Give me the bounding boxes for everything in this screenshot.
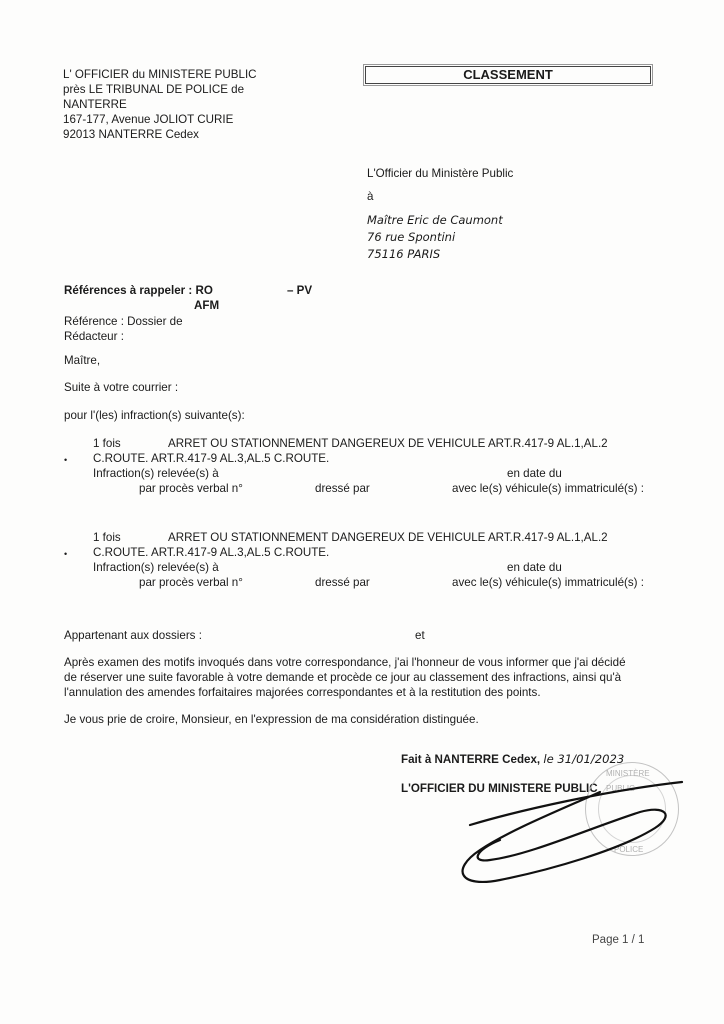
sender-line: 167-177, Avenue JOLIOT CURIE: [63, 113, 234, 126]
handwritten-signature: [440, 770, 690, 900]
redacteur-label: Rédacteur :: [64, 330, 124, 343]
infraction-dresse: dressé par: [315, 576, 370, 589]
salutation: Maître,: [64, 354, 101, 367]
sender-line: NANTERRE: [63, 98, 127, 111]
sender-line: 92013 NANTERRE Cedex: [63, 128, 199, 141]
recipient-to-word: à: [367, 190, 374, 203]
appartenant-label: Appartenant aux dossiers :: [64, 629, 202, 642]
stamp-text-bottom: POLICE: [614, 845, 644, 854]
infraction-relevee: Infraction(s) relevée(s) à: [93, 561, 219, 574]
stamp-text-top: MINISTÈRE PUBLIC: [606, 769, 650, 793]
infraction-dresse: dressé par: [315, 482, 370, 495]
recipient-street: 76 rue Spontini: [367, 230, 456, 244]
closing-formula: Je vous prie de croire, Monsieur, en l'expression de ma considération distinguée.: [64, 713, 479, 726]
pour-text: pour l'(les) infraction(s) suivante(s):: [64, 409, 245, 422]
suite-text: Suite à votre courrier :: [64, 381, 179, 394]
infraction-pv: par procès verbal n°: [139, 576, 243, 589]
sender-line: près LE TRIBUNAL DE POLICE de: [63, 83, 245, 96]
paragraph-line: l'annulation des amendes forfaitaires majorées correspondantes et à la restitution des points.: [64, 686, 541, 699]
references-pv: – PV: [287, 284, 313, 297]
infraction-line2: C.ROUTE. ART.R.417-9 AL.3,AL.5 C.ROUTE.: [93, 452, 330, 465]
decision-paragraph: [64, 655, 626, 700]
recipient-from: L'Officier du Ministère Public: [367, 167, 514, 180]
signature-date: le 31/01/2023: [543, 752, 625, 766]
infraction-pv: par procès verbal n°: [139, 482, 243, 495]
infraction-line1: ARRET OU STATIONNEMENT DANGEREUX DE VEHICULE ART.R.417-9 AL.1,AL.2: [168, 437, 608, 450]
references-ro: Références à rappeler : RO: [64, 284, 213, 297]
fait-a-place: Fait à NANTERRE Cedex,: [401, 753, 541, 766]
infraction-count: 1 fois: [93, 531, 121, 544]
infraction-count: 1 fois: [93, 437, 121, 450]
officer-title: L'OFFICIER DU MINISTERE PUBLIC: [401, 782, 598, 795]
references-label: [64, 283, 213, 298]
paragraph-line: de réserver une suite favorable à votre demande et procède ce jour au classement des infractions, ainsi qu'à: [64, 671, 622, 684]
infraction-relevee: Infraction(s) relevée(s) à: [93, 467, 219, 480]
classement-box: CLASSEMENT: [365, 66, 651, 84]
infraction-line1: ARRET OU STATIONNEMENT DANGEREUX DE VEHICULE ART.R.417-9 AL.1,AL.2: [168, 531, 608, 544]
infraction-vehicule: avec le(s) véhicule(s) immatriculé(s) :: [452, 482, 644, 495]
fait-a-line: [401, 752, 624, 767]
recipient-name: Maître Eric de Caumont: [367, 213, 503, 227]
sender-address: [63, 67, 257, 142]
infraction-en-date: en date du: [507, 561, 562, 574]
infraction-line2: C.ROUTE. ART.R.417-9 AL.3,AL.5 C.ROUTE.: [93, 546, 330, 559]
infraction-vehicule: avec le(s) véhicule(s) immatriculé(s) :: [452, 576, 644, 589]
paragraph-line: Après examen des motifs invoqués dans votre correspondance, j'ai l'honneur de vous informer que j'ai décidé: [64, 656, 626, 669]
reference-dossier-label: Référence : Dossier de: [64, 315, 183, 328]
infraction-en-date: en date du: [507, 467, 562, 480]
sender-line: L' OFFICIER du MINISTERE PUBLIC: [63, 68, 257, 81]
appartenant-et: et: [415, 629, 425, 642]
references-afm: AFM: [194, 299, 220, 312]
bullet-icon: •: [64, 549, 68, 559]
page-number: Page 1 / 1: [592, 934, 645, 946]
recipient-block: [367, 166, 513, 263]
recipient-city: 75116 PARIS: [367, 247, 441, 261]
bullet-icon: •: [64, 455, 68, 465]
